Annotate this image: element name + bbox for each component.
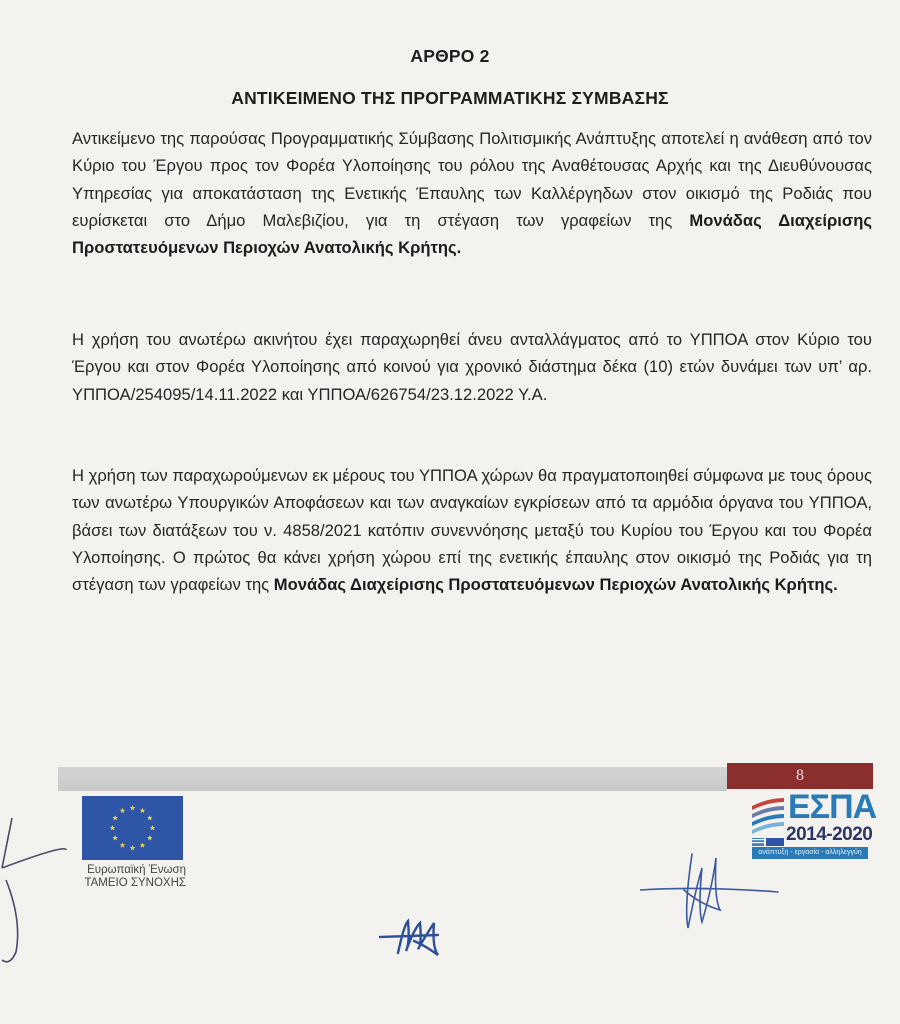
espa-tagline: ανάπτυξη - εργασία - αλληλεγγύη bbox=[752, 847, 868, 859]
eu-star bbox=[130, 845, 136, 850]
article-number: ΑΡΘΡΟ 2 bbox=[410, 46, 490, 66]
eu-flag-logo bbox=[82, 796, 183, 860]
paragraph-1 bbox=[72, 125, 872, 261]
eu-line2: ΤΑΜΕΙΟ ΣΥΝΟΧΗΣ bbox=[84, 877, 186, 889]
paragraph-1-bold: Μονάδας Διαχείρισης Προστατευόμενων Περιοχών Ανατολικής Κρήτης. bbox=[72, 210, 872, 258]
eu-caption bbox=[66, 864, 186, 890]
eu-star bbox=[140, 842, 146, 847]
eu-star bbox=[140, 808, 146, 813]
eu-star bbox=[130, 805, 136, 810]
eu-star bbox=[150, 825, 156, 830]
paragraph-3-bold: Μονάδας Διαχείρισης Προστατευόμενων Περιοχών Ανατολικής Κρήτης. bbox=[273, 575, 838, 595]
eu-star bbox=[147, 835, 153, 840]
paragraph-2-text: Η χρήση του ανωτέρω ακινήτου έχει παραχωρηθεί άνευ ανταλλάγματος από το ΥΠΠΟΑ στον Κύριο του Έργου και στον Φορέα Υλοποίησης από κοινού για χρονικό διάστημα δέκα (10) ετών δυνάμει των υπ’ αρ. ΥΠΠΟΑ/254095/14.11.2022 και ΥΠΠΟΑ/626754/23.12.2022 Υ.Α. bbox=[72, 330, 872, 404]
signature-center bbox=[378, 915, 458, 975]
eu-star bbox=[147, 815, 153, 820]
eu-stars-icon bbox=[82, 796, 183, 860]
eu-star bbox=[112, 815, 118, 820]
paragraph-3 bbox=[72, 462, 872, 598]
eu-star bbox=[110, 825, 116, 830]
eu-star bbox=[120, 808, 126, 813]
signature-right bbox=[640, 848, 780, 938]
article-title: ΑΝΤΙΚΕΙΜΕΝΟ ΤΗΣ ΠΡΟΓΡΑΜΜΑΤΙΚΗΣ ΣΥΜΒΑΣΗΣ bbox=[231, 88, 669, 108]
espa-waves-icon bbox=[748, 792, 788, 848]
signature-left bbox=[0, 810, 70, 970]
footer-bar bbox=[58, 767, 727, 791]
paragraph-2 bbox=[72, 326, 872, 408]
espa-years: 2014-2020 bbox=[786, 824, 873, 845]
eu-star bbox=[112, 835, 118, 840]
espa-title: ΕΣΠΑ bbox=[788, 788, 877, 826]
eu-line1: Ευρωπαϊκή Ένωση bbox=[87, 864, 186, 876]
paragraph-3-text: Η χρήση των παραχωρούμενων εκ μέρους του ΥΠΠΟΑ χώρων θα πραγματοποιηθεί σύμφωνα με τους όρους των ανωτέρω Υπουργικών Αποφάσεων και των αναγκαίων εγκρίσεων από τα αρμόδια όργανα του ΥΠΠΟΑ, βάσει των διατάξεων του ν. 4858/2021 κατόπιν συνεννόησης μεταξύ του Κυρίου του Έργου και του Φορέα Υλοποίησης. Ο πρώτος θα κάνει χρήση χώρου επί της ενετικής έπαυλης στον οικισμό της Ροδιάς για τη στέγαση των γραφείων της bbox=[72, 466, 872, 595]
eu-star bbox=[120, 842, 126, 847]
page-number: 8 bbox=[727, 763, 873, 789]
paragraph-1-text: Αντικείμενο της παρούσας Προγραμματικής Σύμβασης Πολιτισμικής Ανάπτυξης αποτελεί η ανάθεση από τον Κύριο του Έργου προς τον Φορέα Υλοποίησης του ρόλου της Αναθέτουσας Αρχής και της Διευθύνουσας Υπηρεσίας για αποκατάσταση της Ενετικής Έπαυλης των Καλλέργηδων στον οικισμό της Ροδιάς που ευρίσκεται στο Δήμο Μαλεβιζίου, για τη στέγαση των γραφείων της bbox=[72, 129, 872, 230]
